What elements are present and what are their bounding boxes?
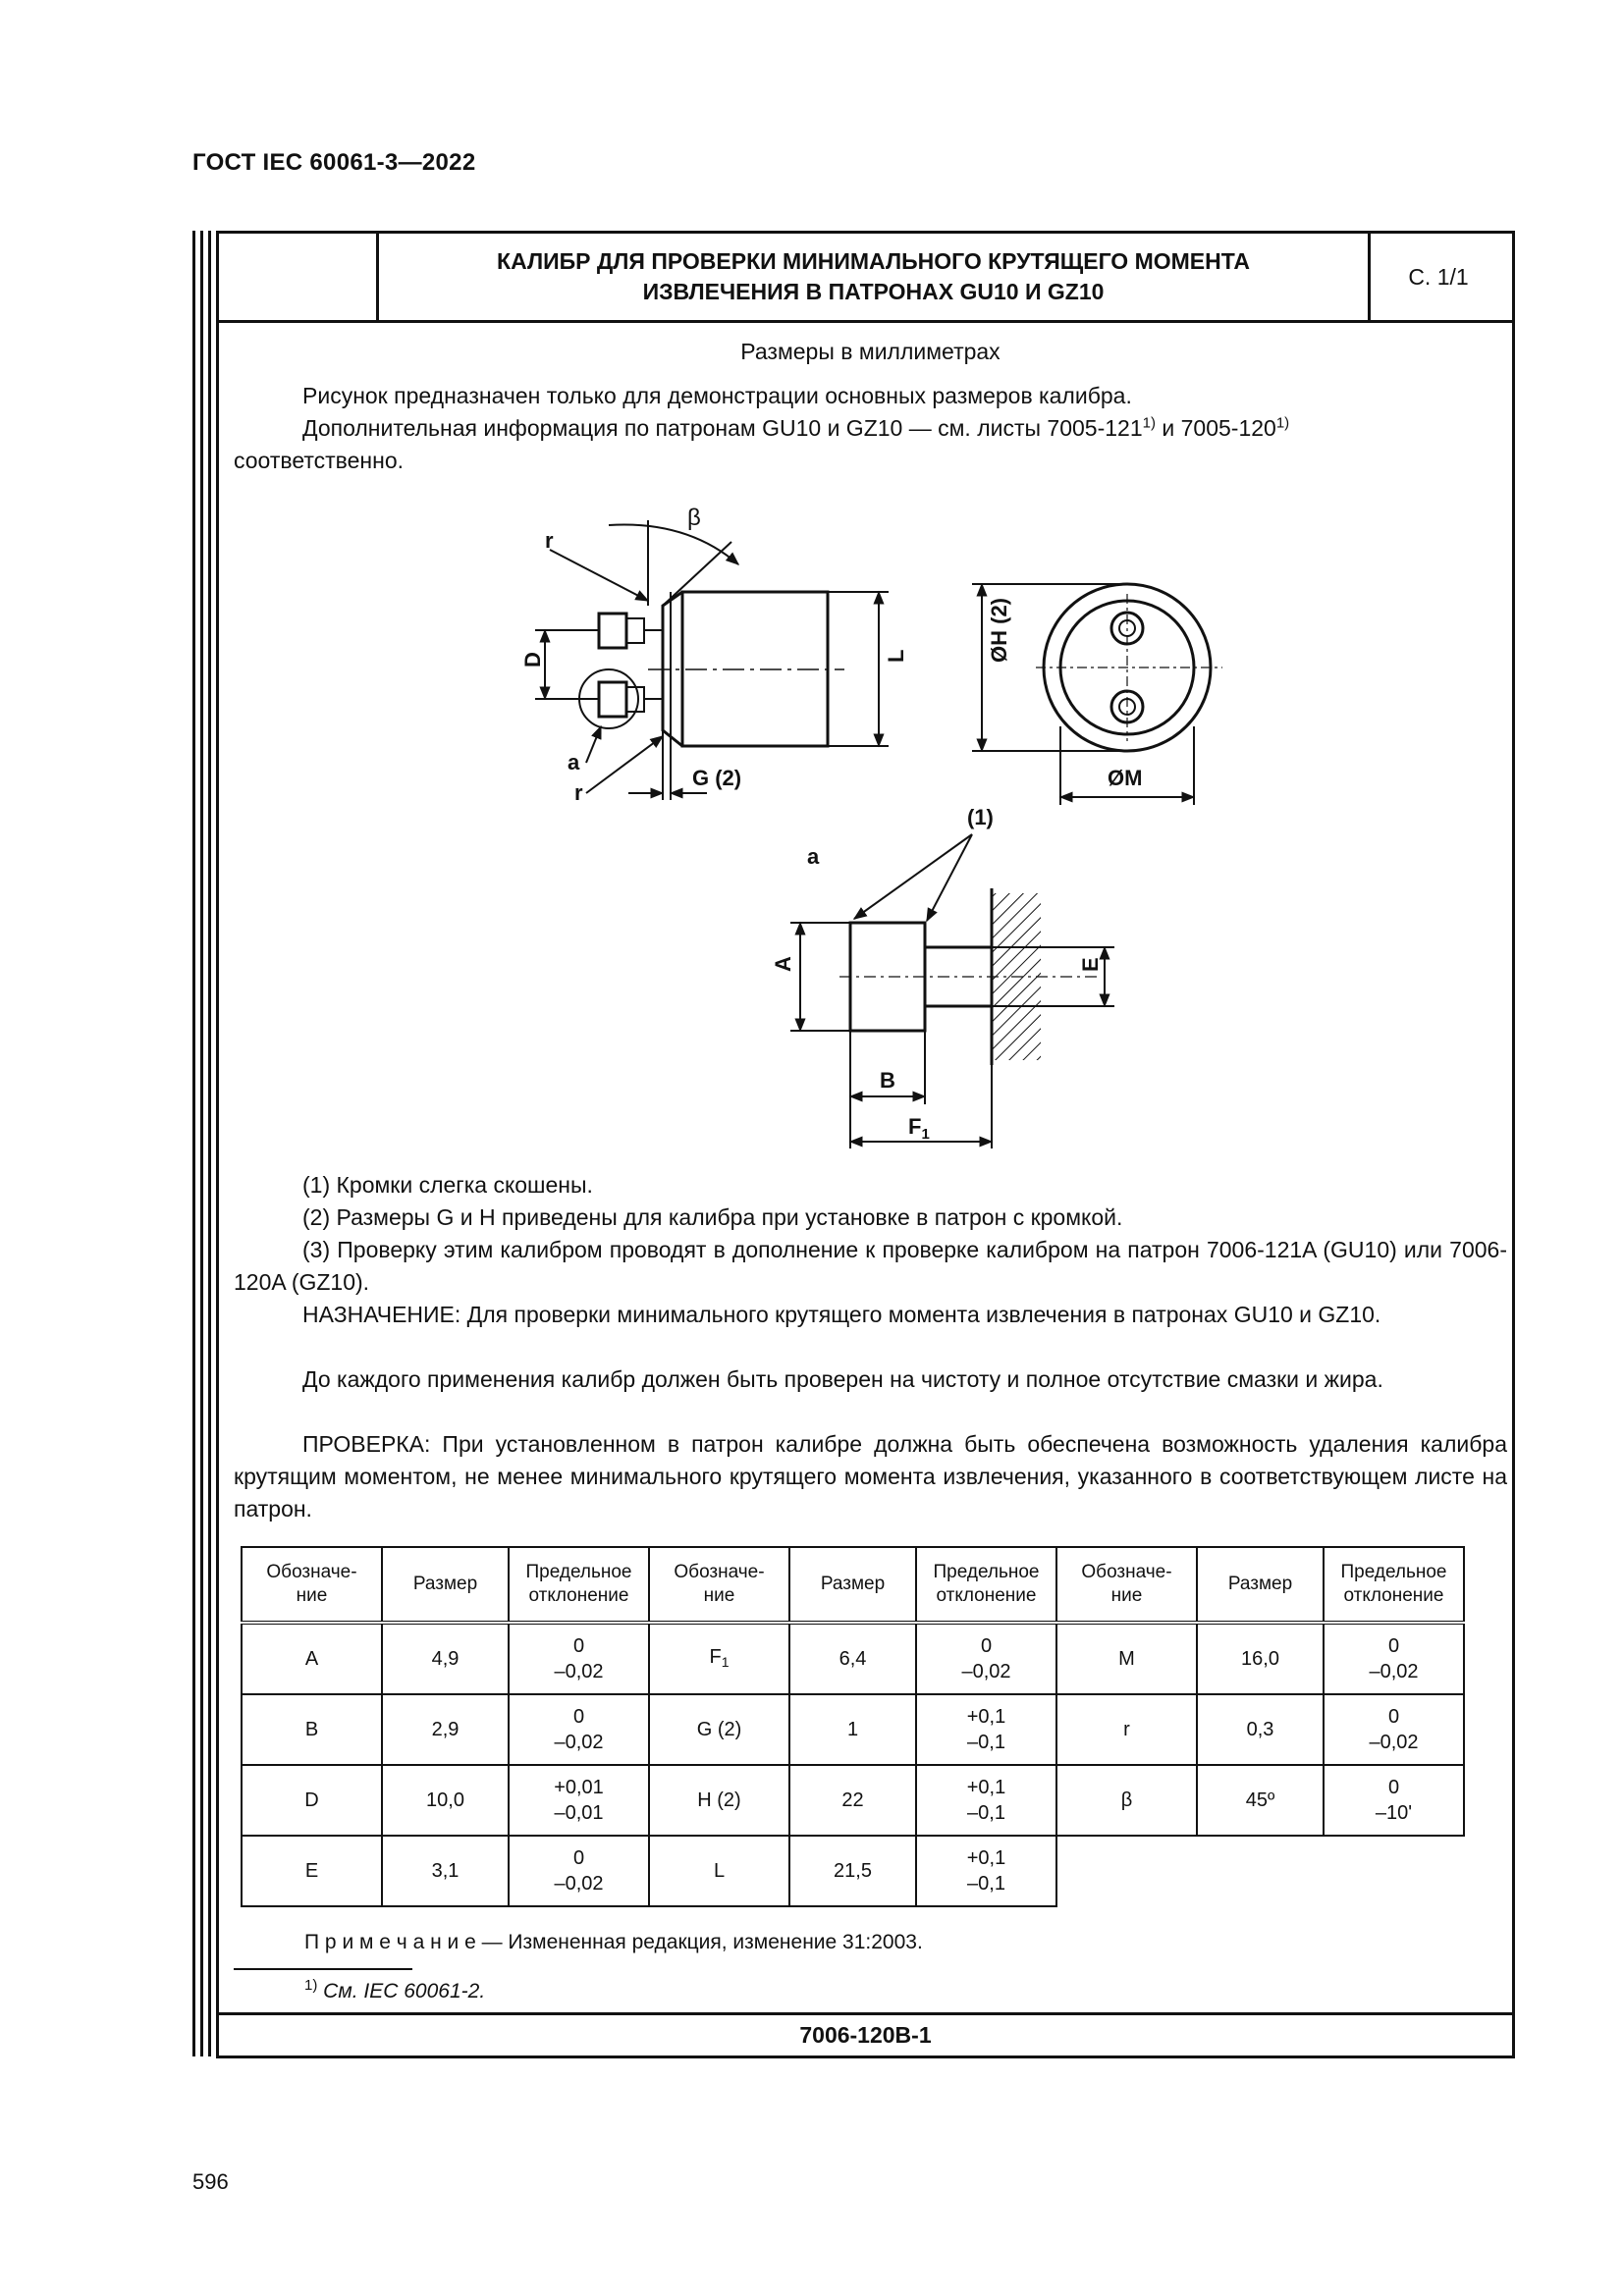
cell-size: 0,3 <box>1197 1694 1324 1765</box>
cell-symbol: L <box>649 1836 789 1906</box>
cell-size: 21,5 <box>789 1836 916 1906</box>
note-1: (1) Кромки слегка скошены. <box>302 1172 593 1198</box>
cell-symbol: B <box>242 1694 382 1765</box>
cell-tolerance: +0,1 –0,1 <box>916 1694 1056 1765</box>
header-symbol: Обозначе- ние <box>1056 1547 1197 1623</box>
units-note: Размеры в миллиметрах <box>740 339 1001 364</box>
note-2: (2) Размеры G и H приведены для калибра при установке в патрон с кромкой. <box>302 1204 1123 1230</box>
standard-header: ГОСТ IEC 60061-3—2022 <box>192 149 476 176</box>
header-tolerance: Предельное отклонение <box>916 1547 1056 1623</box>
cell-size: 3,1 <box>382 1836 509 1906</box>
cell-tolerance: 0 –0,02 <box>1324 1623 1464 1694</box>
cell-size: 10,0 <box>382 1765 509 1836</box>
label-A: A <box>771 956 795 972</box>
label-a: a <box>807 844 820 869</box>
cell-size: 45º <box>1197 1765 1324 1836</box>
empty-cell <box>1197 1836 1324 1906</box>
dimensions-table <box>241 1546 1465 1907</box>
cell-size: 22 <box>789 1765 916 1836</box>
cell-tolerance: 0 –0,02 <box>509 1694 649 1765</box>
label-a-top: a <box>568 750 580 774</box>
label-callout-1: (1) <box>967 805 994 829</box>
cell-size: 6,4 <box>789 1623 916 1694</box>
header-tolerance: Предельное отклонение <box>509 1547 649 1623</box>
footnote-separator <box>234 1968 412 1970</box>
table-row <box>242 1623 1464 1694</box>
footnote: $^{1)}$ См. IEC 60061-2. <box>304 1977 486 2002</box>
intro-paragraph-2: Дополнительная информация по патронам GU10 и GZ10 — см. листы 7005-121$^{1)}$ и 7005-120$^{1)}$ <box>302 414 1290 441</box>
cell-symbol: M <box>1056 1623 1197 1694</box>
cell-symbol: r <box>1056 1694 1197 1765</box>
label-E: E <box>1078 957 1103 972</box>
title-line-1: КАЛИБР ДЛЯ ПРОВЕРКИ МИНИМАЛЬНОГО КРУТЯЩЕГО МОМЕНТА <box>497 247 1250 274</box>
label-beta: β <box>687 505 701 531</box>
label-L: L <box>884 649 908 663</box>
cell-symbol: $F_1$ <box>649 1623 789 1694</box>
leader-callout-1 <box>854 834 972 921</box>
cell-tolerance: +0,01 –0,01 <box>509 1765 649 1836</box>
table-header-row <box>242 1547 1464 1623</box>
sheet-code: 7006-120B-1 <box>799 2022 932 2048</box>
cell-symbol: G (2) <box>649 1694 789 1765</box>
empty-cell <box>1056 1836 1197 1906</box>
footer-separator <box>216 2012 1515 2015</box>
header-size: Размер <box>1197 1547 1324 1623</box>
cell-tolerance: 0 –0,02 <box>1324 1694 1464 1765</box>
cell-tolerance: 0 –10' <box>1324 1765 1464 1836</box>
cell-symbol: β <box>1056 1765 1197 1836</box>
cell-size: 2,9 <box>382 1694 509 1765</box>
cell-tolerance: 0 –0,02 <box>916 1623 1056 1694</box>
cell-tolerance: 0 –0,02 <box>509 1623 649 1694</box>
cell-symbol: A <box>242 1623 382 1694</box>
header-symbol: Обозначе- ние <box>649 1547 789 1623</box>
header-size: Размер <box>382 1547 509 1623</box>
header-symbol: Обозначе- ние <box>242 1547 382 1623</box>
note-3: (3) Проверку этим калибром проводят в дополнение к проверке калибром на патрон 7006-121A (GU10) или 7006-120A (GZ10). <box>234 1237 1507 1295</box>
header-size: Размер <box>789 1547 916 1623</box>
change-note: П р и м е ч а н и е — Измененная редакция, изменение 31:2003. <box>304 1931 923 1953</box>
label-r-top: r <box>545 528 554 553</box>
label-r-bottom: r <box>574 780 583 805</box>
cell-symbol: D <box>242 1765 382 1836</box>
cell-size: 1 <box>789 1694 916 1765</box>
sheet-number: С. 1/1 <box>1408 263 1469 290</box>
table-row <box>242 1694 1464 1765</box>
intro-paragraph-1: Рисунок предназначен только для демонстрации основных размеров калибра. <box>302 383 1132 408</box>
cell-symbol: E <box>242 1836 382 1906</box>
cell-size: 16,0 <box>1197 1623 1324 1694</box>
header-tolerance: Предельное отклонение <box>1324 1547 1464 1623</box>
check-text: ПРОВЕРКА: При установленном в патрон калибре должна быть обеспечена возможность удаления калибра крутящим моментом, не менее минимального крутящего момента извлечения, указанного в соответствующем листе на патрон. <box>234 1431 1507 1522</box>
purpose-text: НАЗНАЧЕНИЕ: Для проверки минимального крутящего момента извлечения в патронах GU10 и GZ10. <box>302 1302 1381 1327</box>
cell-symbol: H (2) <box>649 1765 789 1836</box>
label-G: G (2) <box>692 766 742 790</box>
table-row <box>242 1836 1464 1906</box>
label-M: ØM <box>1108 766 1143 790</box>
cell-size: 4,9 <box>382 1623 509 1694</box>
cell-tolerance: +0,1 –0,1 <box>916 1836 1056 1906</box>
page-number: 596 <box>192 2169 229 2194</box>
title-line-2: ИЗВЛЕЧЕНИЯ В ПАТРОНАХ GU10 И GZ10 <box>642 279 1105 304</box>
label-B: B <box>880 1068 895 1093</box>
label-D: D <box>520 652 545 667</box>
label-H: ØH (2) <box>987 598 1011 663</box>
cleanliness-text: До каждого применения калибр должен быть проверен на чистоту и полное отсутствие смазки и жира. <box>302 1366 1383 1392</box>
intro-paragraph-2-end: соответственно. <box>234 448 405 473</box>
cell-tolerance: +0,1 –0,1 <box>916 1765 1056 1836</box>
cell-tolerance: 0 –0,02 <box>509 1836 649 1906</box>
table-row <box>242 1765 1464 1836</box>
label-F: $F_1$ <box>908 1114 930 1143</box>
empty-cell <box>1324 1836 1464 1906</box>
